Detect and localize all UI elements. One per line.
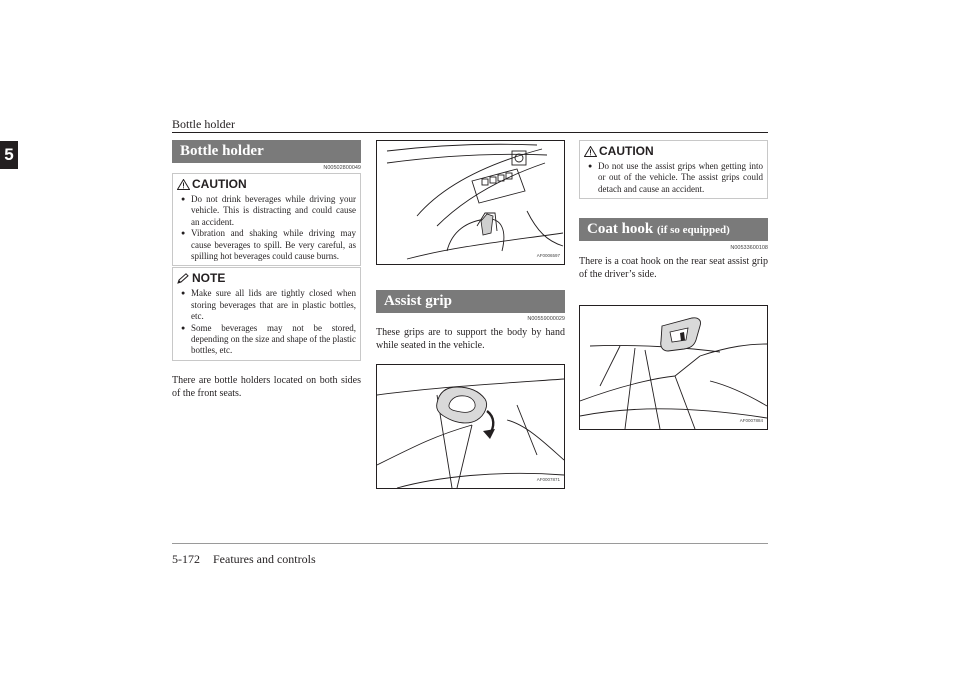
page-number: 5-172 [172,552,200,566]
pencil-icon [177,273,190,284]
assist-grip-drawing [377,365,564,488]
warning-triangle-icon [177,179,190,190]
note-list [177,288,356,356]
list-item: ● Vibration and shaking while driving may cause beverages to spill. Be very careful, as spilling hot beverages could cause burns. [191,228,356,262]
note-label: NOTE [192,271,226,286]
section-code: N00559000029 [527,316,565,322]
caution-list [177,194,356,262]
list-item: ● Some beverages may not be stored, depending on the size and shape of the plastic bottles, etc. [191,323,356,357]
section-code: N00502800049 [323,165,361,171]
caution-box [579,140,768,199]
note-title [177,270,356,286]
section-title-assist-grip: Assist grip [376,290,565,313]
column-coat-hook [579,140,768,281]
section-title-bottle-holder: Bottle holder [172,140,361,163]
warning-triangle-icon [584,146,597,157]
caution-list [584,161,763,195]
section-name: Features and controls [213,552,316,566]
column-bottle-holder [172,140,361,400]
caution-box [172,173,361,266]
coat-hook-title-suffix: (if so equipped) [657,224,730,237]
list-item: ● Do not use the assist grips when getting into or out of the vehicle. The assist grips could detach and cause an accident. [598,161,763,195]
assist-grip-illustration [376,364,565,489]
door-panel-drawing [377,141,564,264]
figure-code: AF0006597 [536,253,560,258]
body-paragraph: These grips are to support the body by hand while seated in the vehicle. [376,327,565,351]
caution-title [177,176,356,192]
coat-hook-title: Coat hook [587,221,654,238]
chapter-tab: 5 [0,141,18,169]
caution-title [584,143,763,159]
figure-code: AF0007871 [536,477,560,482]
list-item: ● Make sure all lids are tightly closed when storing beverages that are in plastic bottles, etc. [191,288,356,322]
list-item: ● Do not drink beverages while driving your vehicle. This is distracting and could cause an accident. [191,194,356,228]
coat-hook-drawing [580,306,767,429]
running-header: Bottle holder [172,117,235,131]
page-footer [172,552,316,567]
note-box [172,267,361,360]
header-rule [172,132,768,133]
caution-label: CAUTION [599,144,654,158]
figure-code: AF0007884 [739,418,763,423]
door-bottle-holder-illustration [376,140,565,265]
column-assist-grip [376,290,565,352]
caution-label: CAUTION [192,177,247,191]
body-paragraph: There is a coat hook on the rear seat assist grip of the driver’s side. [579,256,768,281]
section-code: N00533600108 [730,245,768,252]
footer-rule [172,543,768,544]
section-title-coat-hook [579,218,768,241]
body-paragraph: There are bottle holders located on both sides of the front seats. [172,374,361,399]
coat-hook-illustration [579,305,768,430]
